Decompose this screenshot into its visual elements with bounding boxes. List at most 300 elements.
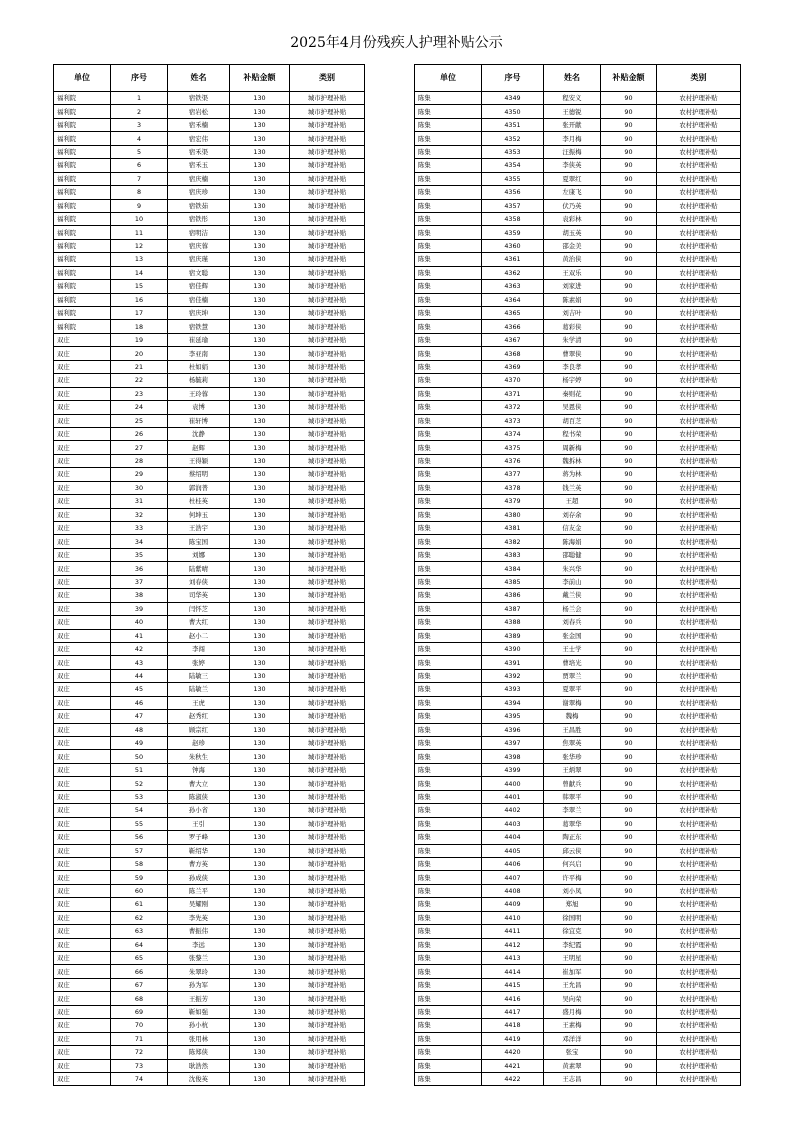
cell-subsidy-amount: 90 xyxy=(601,750,657,763)
table-row xyxy=(54,696,365,709)
header-subsidy-amount: 补贴金额 xyxy=(230,65,290,92)
cell-category: 农村护理补贴 xyxy=(657,360,741,373)
cell-subsidy-amount: 90 xyxy=(601,575,657,588)
cell-unit: 福利院 xyxy=(54,92,111,105)
cell-subsidy-amount: 90 xyxy=(601,804,657,817)
cell-unit: 双庄 xyxy=(54,441,111,454)
cell-category: 农村护理补贴 xyxy=(657,320,741,333)
cell-subsidy-amount: 90 xyxy=(601,656,657,669)
cell-unit: 双庄 xyxy=(54,629,111,642)
table-row xyxy=(54,656,365,669)
cell-name: 曹大红 xyxy=(168,616,230,629)
cell-name: 汪振梅 xyxy=(544,145,601,158)
cell-category: 城市护理补贴 xyxy=(290,239,365,252)
cell-name: 李良孝 xyxy=(544,360,601,373)
cell-subsidy-amount: 130 xyxy=(230,790,290,803)
cell-category: 农村护理补贴 xyxy=(657,1005,741,1018)
cell-serial-number: 74 xyxy=(111,1072,168,1085)
cell-name: 宿庆楠 xyxy=(168,172,230,185)
table-row xyxy=(415,925,741,938)
cell-category: 城市护理补贴 xyxy=(290,898,365,911)
cell-unit: 福利院 xyxy=(54,266,111,279)
table-row xyxy=(54,508,365,521)
table-row xyxy=(54,401,365,414)
cell-name: 谢翠梅 xyxy=(544,696,601,709)
cell-name: 朱秋生 xyxy=(168,750,230,763)
cell-name: 崔延瑜 xyxy=(168,333,230,346)
table-row xyxy=(415,844,741,857)
table-row xyxy=(415,387,741,400)
cell-category: 农村护理补贴 xyxy=(657,1019,741,1032)
cell-subsidy-amount: 90 xyxy=(601,844,657,857)
cell-unit: 陈集 xyxy=(415,105,482,118)
cell-unit: 双庄 xyxy=(54,427,111,440)
cell-category: 农村护理补贴 xyxy=(657,696,741,709)
cell-serial-number: 4357 xyxy=(482,199,544,212)
cell-subsidy-amount: 90 xyxy=(601,723,657,736)
cell-name: 蔡绍明 xyxy=(168,468,230,481)
cell-serial-number: 4370 xyxy=(482,374,544,387)
table-row xyxy=(415,414,741,427)
cell-serial-number: 4382 xyxy=(482,535,544,548)
cell-name: 葛翠华 xyxy=(544,817,601,830)
cell-unit: 双庄 xyxy=(54,857,111,870)
table-row xyxy=(54,911,365,924)
cell-serial-number: 21 xyxy=(111,360,168,373)
cell-category: 城市护理补贴 xyxy=(290,468,365,481)
table-row xyxy=(54,387,365,400)
cell-unit: 陈集 xyxy=(415,656,482,669)
cell-subsidy-amount: 90 xyxy=(601,548,657,561)
cell-subsidy-amount: 130 xyxy=(230,199,290,212)
table-row xyxy=(415,508,741,521)
cell-subsidy-amount: 90 xyxy=(601,535,657,548)
cell-unit: 双庄 xyxy=(54,454,111,467)
cell-category: 农村护理补贴 xyxy=(657,293,741,306)
cell-name: 吴耀刚 xyxy=(168,898,230,911)
cell-name: 曾献兵 xyxy=(544,777,601,790)
table-row xyxy=(54,481,365,494)
cell-category: 农村护理补贴 xyxy=(657,804,741,817)
cell-category: 农村护理补贴 xyxy=(657,495,741,508)
cell-name: 陈素娟 xyxy=(544,293,601,306)
cell-category: 农村护理补贴 xyxy=(657,239,741,252)
cell-subsidy-amount: 90 xyxy=(601,1005,657,1018)
table-row xyxy=(54,602,365,615)
cell-serial-number: 59 xyxy=(111,871,168,884)
cell-category: 农村护理补贴 xyxy=(657,374,741,387)
cell-unit: 双庄 xyxy=(54,978,111,991)
cell-subsidy-amount: 90 xyxy=(601,925,657,938)
cell-name: 王超 xyxy=(544,495,601,508)
cell-name: 张黎兰 xyxy=(168,952,230,965)
cell-unit: 陈集 xyxy=(415,750,482,763)
cell-unit: 陈集 xyxy=(415,522,482,535)
cell-serial-number: 6 xyxy=(111,159,168,172)
cell-serial-number: 4372 xyxy=(482,401,544,414)
table-row xyxy=(415,495,741,508)
cell-name: 宿禾楠 xyxy=(168,118,230,131)
cell-name: 李先英 xyxy=(168,911,230,924)
table-row xyxy=(415,696,741,709)
table-row xyxy=(415,360,741,373)
cell-subsidy-amount: 90 xyxy=(601,320,657,333)
cell-name: 王引 xyxy=(168,817,230,830)
cell-subsidy-amount: 90 xyxy=(601,118,657,131)
cell-category: 农村护理补贴 xyxy=(657,871,741,884)
cell-name: 顾宗红 xyxy=(168,723,230,736)
cell-subsidy-amount: 130 xyxy=(230,159,290,172)
cell-unit: 陈集 xyxy=(415,145,482,158)
cell-unit: 陈集 xyxy=(415,320,482,333)
table-row xyxy=(54,522,365,535)
cell-name: 程书荣 xyxy=(544,427,601,440)
cell-subsidy-amount: 90 xyxy=(601,333,657,346)
cell-subsidy-amount: 90 xyxy=(601,266,657,279)
cell-unit: 陈集 xyxy=(415,441,482,454)
table-row xyxy=(54,763,365,776)
cell-name: 孙为军 xyxy=(168,978,230,991)
cell-category: 城市护理补贴 xyxy=(290,92,365,105)
cell-unit: 陈集 xyxy=(415,159,482,172)
cell-category: 城市护理补贴 xyxy=(290,629,365,642)
cell-serial-number: 27 xyxy=(111,441,168,454)
cell-name: 陈郑侠 xyxy=(168,1046,230,1059)
cell-category: 城市护理补贴 xyxy=(290,1019,365,1032)
cell-category: 城市护理补贴 xyxy=(290,320,365,333)
cell-subsidy-amount: 130 xyxy=(230,508,290,521)
cell-name: 陈海娟 xyxy=(544,535,601,548)
cell-unit: 福利院 xyxy=(54,307,111,320)
cell-name: 何坤玉 xyxy=(168,508,230,521)
cell-unit: 双庄 xyxy=(54,884,111,897)
cell-serial-number: 4378 xyxy=(482,481,544,494)
table-row xyxy=(415,320,741,333)
table-row xyxy=(415,468,741,481)
cell-serial-number: 4375 xyxy=(482,441,544,454)
cell-serial-number: 65 xyxy=(111,952,168,965)
cell-name: 曹培光 xyxy=(544,656,601,669)
cell-serial-number: 5 xyxy=(111,145,168,158)
cell-serial-number: 33 xyxy=(111,522,168,535)
table-row xyxy=(54,790,365,803)
cell-subsidy-amount: 130 xyxy=(230,602,290,615)
cell-unit: 双庄 xyxy=(54,481,111,494)
cell-subsidy-amount: 130 xyxy=(230,656,290,669)
table-row xyxy=(54,239,365,252)
cell-unit: 陈集 xyxy=(415,387,482,400)
cell-unit: 陈集 xyxy=(415,911,482,924)
cell-serial-number: 11 xyxy=(111,226,168,239)
cell-name: 刘春侠 xyxy=(168,575,230,588)
cell-subsidy-amount: 130 xyxy=(230,750,290,763)
cell-subsidy-amount: 130 xyxy=(230,804,290,817)
table-header-row xyxy=(415,65,741,92)
cell-name: 陆敏三 xyxy=(168,669,230,682)
header-serial-number: 序号 xyxy=(111,65,168,92)
cell-serial-number: 40 xyxy=(111,616,168,629)
cell-category: 农村护理补贴 xyxy=(657,212,741,225)
cell-category: 农村护理补贴 xyxy=(657,522,741,535)
cell-category: 城市护理补贴 xyxy=(290,226,365,239)
cell-serial-number: 37 xyxy=(111,575,168,588)
cell-unit: 双庄 xyxy=(54,387,111,400)
cell-name: 王德锐 xyxy=(544,105,601,118)
table-row xyxy=(54,360,365,373)
cell-category: 农村护理补贴 xyxy=(657,132,741,145)
cell-name: 刘春兵 xyxy=(544,616,601,629)
cell-name: 胡百芝 xyxy=(544,414,601,427)
cell-serial-number: 7 xyxy=(111,172,168,185)
table-row xyxy=(415,441,741,454)
cell-serial-number: 61 xyxy=(111,898,168,911)
cell-serial-number: 4367 xyxy=(482,333,544,346)
cell-unit: 陈集 xyxy=(415,723,482,736)
cell-subsidy-amount: 130 xyxy=(230,817,290,830)
cell-category: 农村护理补贴 xyxy=(657,159,741,172)
cell-subsidy-amount: 130 xyxy=(230,683,290,696)
table-row xyxy=(415,548,741,561)
cell-serial-number: 4374 xyxy=(482,427,544,440)
cell-name: 伏乃英 xyxy=(544,199,601,212)
cell-category: 农村护理补贴 xyxy=(657,535,741,548)
right-subsidy-table xyxy=(414,64,741,1086)
table-row xyxy=(415,884,741,897)
cell-unit: 福利院 xyxy=(54,118,111,131)
table-row xyxy=(54,92,365,105)
cell-subsidy-amount: 130 xyxy=(230,132,290,145)
table-row xyxy=(54,642,365,655)
table-row xyxy=(54,468,365,481)
cell-unit: 福利院 xyxy=(54,239,111,252)
cell-serial-number: 56 xyxy=(111,831,168,844)
cell-serial-number: 4403 xyxy=(482,817,544,830)
cell-subsidy-amount: 130 xyxy=(230,280,290,293)
cell-subsidy-amount: 130 xyxy=(230,172,290,185)
cell-unit: 陈集 xyxy=(415,548,482,561)
cell-name: 夏翠平 xyxy=(544,683,601,696)
cell-unit: 福利院 xyxy=(54,212,111,225)
cell-subsidy-amount: 90 xyxy=(601,616,657,629)
table-row xyxy=(54,965,365,978)
cell-unit: 陈集 xyxy=(415,602,482,615)
cell-subsidy-amount: 130 xyxy=(230,522,290,535)
table-row xyxy=(415,589,741,602)
cell-name: 朱兴华 xyxy=(544,562,601,575)
cell-subsidy-amount: 130 xyxy=(230,669,290,682)
cell-unit: 陈集 xyxy=(415,871,482,884)
table-row xyxy=(54,817,365,830)
table-row xyxy=(54,159,365,172)
cell-name: 陈宝国 xyxy=(168,535,230,548)
table-row xyxy=(415,333,741,346)
table-row xyxy=(415,952,741,965)
cell-name: 程安义 xyxy=(544,92,601,105)
table-row xyxy=(415,347,741,360)
cell-subsidy-amount: 90 xyxy=(601,522,657,535)
table-row xyxy=(415,212,741,225)
cell-name: 王振芳 xyxy=(168,992,230,1005)
cell-name: 曹方英 xyxy=(168,857,230,870)
cell-name: 杨宇婷 xyxy=(544,374,601,387)
cell-unit: 陈集 xyxy=(415,804,482,817)
cell-serial-number: 35 xyxy=(111,548,168,561)
table-row xyxy=(54,1046,365,1059)
table-row xyxy=(54,777,365,790)
cell-unit: 陈集 xyxy=(415,212,482,225)
table-row xyxy=(415,1059,741,1072)
cell-subsidy-amount: 90 xyxy=(601,441,657,454)
cell-category: 城市护理补贴 xyxy=(290,132,365,145)
table-row xyxy=(54,750,365,763)
table-row xyxy=(415,401,741,414)
cell-category: 城市护理补贴 xyxy=(290,857,365,870)
cell-category: 农村护理补贴 xyxy=(657,481,741,494)
cell-unit: 陈集 xyxy=(415,495,482,508)
cell-unit: 双庄 xyxy=(54,925,111,938)
table-row xyxy=(415,831,741,844)
left-subsidy-table xyxy=(53,64,365,1086)
cell-subsidy-amount: 130 xyxy=(230,468,290,481)
cell-unit: 陈集 xyxy=(415,616,482,629)
cell-unit: 陈集 xyxy=(415,307,482,320)
cell-name: 王允昌 xyxy=(544,978,601,991)
cell-unit: 陈集 xyxy=(415,535,482,548)
cell-name: 曹翠侠 xyxy=(544,347,601,360)
cell-unit: 双庄 xyxy=(54,831,111,844)
cell-name: 陆敏兰 xyxy=(168,683,230,696)
cell-subsidy-amount: 90 xyxy=(601,562,657,575)
cell-serial-number: 50 xyxy=(111,750,168,763)
cell-name: 司华英 xyxy=(168,589,230,602)
cell-unit: 双庄 xyxy=(54,642,111,655)
header-unit: 单位 xyxy=(415,65,482,92)
cell-name: 邵金美 xyxy=(544,239,601,252)
cell-subsidy-amount: 90 xyxy=(601,374,657,387)
cell-name: 宿铁茹 xyxy=(168,199,230,212)
cell-subsidy-amount: 90 xyxy=(601,992,657,1005)
table-row xyxy=(54,253,365,266)
cell-unit: 陈集 xyxy=(415,992,482,1005)
table-row xyxy=(415,1032,741,1045)
cell-subsidy-amount: 130 xyxy=(230,266,290,279)
table-row xyxy=(415,105,741,118)
cell-serial-number: 4386 xyxy=(482,589,544,602)
table-row xyxy=(54,978,365,991)
cell-subsidy-amount: 130 xyxy=(230,777,290,790)
cell-subsidy-amount: 130 xyxy=(230,629,290,642)
cell-subsidy-amount: 130 xyxy=(230,616,290,629)
cell-category: 农村护理补贴 xyxy=(657,965,741,978)
cell-name: 张宝 xyxy=(544,1046,601,1059)
cell-category: 农村护理补贴 xyxy=(657,737,741,750)
cell-unit: 双庄 xyxy=(54,1072,111,1085)
table-row xyxy=(415,669,741,682)
cell-serial-number: 4387 xyxy=(482,602,544,615)
cell-subsidy-amount: 130 xyxy=(230,307,290,320)
cell-unit: 福利院 xyxy=(54,253,111,266)
cell-subsidy-amount: 130 xyxy=(230,978,290,991)
cell-category: 城市护理补贴 xyxy=(290,1032,365,1045)
cell-subsidy-amount: 130 xyxy=(230,374,290,387)
table-row xyxy=(415,1005,741,1018)
cell-subsidy-amount: 90 xyxy=(601,387,657,400)
cell-category: 农村护理补贴 xyxy=(657,710,741,723)
table-row xyxy=(415,562,741,575)
cell-subsidy-amount: 130 xyxy=(230,871,290,884)
cell-serial-number: 19 xyxy=(111,333,168,346)
table-row xyxy=(54,737,365,750)
cell-subsidy-amount: 130 xyxy=(230,1059,290,1072)
cell-name: 蒋为林 xyxy=(544,468,601,481)
cell-serial-number: 4373 xyxy=(482,414,544,427)
cell-name: 王志昌 xyxy=(544,1072,601,1085)
cell-category: 农村护理补贴 xyxy=(657,414,741,427)
table-row xyxy=(54,145,365,158)
cell-name: 陆紫晴 xyxy=(168,562,230,575)
cell-name: 宿文聪 xyxy=(168,266,230,279)
cell-unit: 双庄 xyxy=(54,535,111,548)
cell-name: 张用林 xyxy=(168,1032,230,1045)
cell-serial-number: 4385 xyxy=(482,575,544,588)
table-row xyxy=(54,280,365,293)
table-row xyxy=(54,212,365,225)
cell-name: 信友金 xyxy=(544,522,601,535)
cell-category: 农村护理补贴 xyxy=(657,898,741,911)
cell-unit: 陈集 xyxy=(415,898,482,911)
cell-category: 农村护理补贴 xyxy=(657,118,741,131)
cell-unit: 陈集 xyxy=(415,669,482,682)
table-row xyxy=(415,427,741,440)
cell-subsidy-amount: 130 xyxy=(230,737,290,750)
cell-unit: 双庄 xyxy=(54,656,111,669)
cell-serial-number: 4421 xyxy=(482,1059,544,1072)
cell-name: 陈淑侠 xyxy=(168,790,230,803)
cell-category: 农村护理补贴 xyxy=(657,1046,741,1059)
cell-category: 农村护理补贴 xyxy=(657,333,741,346)
cell-serial-number: 52 xyxy=(111,777,168,790)
cell-serial-number: 4351 xyxy=(482,118,544,131)
cell-serial-number: 2 xyxy=(111,105,168,118)
cell-serial-number: 4356 xyxy=(482,186,544,199)
table-row xyxy=(54,723,365,736)
cell-category: 农村护理补贴 xyxy=(657,387,741,400)
cell-name: 钱兰英 xyxy=(544,481,601,494)
cell-category: 城市护理补贴 xyxy=(290,562,365,575)
cell-unit: 陈集 xyxy=(415,965,482,978)
cell-subsidy-amount: 130 xyxy=(230,239,290,252)
cell-name: 王昌胜 xyxy=(544,723,601,736)
cell-unit: 陈集 xyxy=(415,1046,482,1059)
cell-unit: 陈集 xyxy=(415,696,482,709)
cell-serial-number: 4404 xyxy=(482,831,544,844)
cell-subsidy-amount: 90 xyxy=(601,911,657,924)
cell-category: 农村护理补贴 xyxy=(657,750,741,763)
cell-unit: 陈集 xyxy=(415,817,482,830)
table-row xyxy=(415,239,741,252)
table-row xyxy=(415,750,741,763)
cell-serial-number: 4361 xyxy=(482,253,544,266)
cell-unit: 陈集 xyxy=(415,978,482,991)
cell-subsidy-amount: 90 xyxy=(601,763,657,776)
cell-unit: 双庄 xyxy=(54,1019,111,1032)
cell-serial-number: 47 xyxy=(111,710,168,723)
cell-unit: 双庄 xyxy=(54,871,111,884)
cell-name: 魏拆林 xyxy=(544,454,601,467)
table-row xyxy=(415,965,741,978)
cell-serial-number: 12 xyxy=(111,239,168,252)
cell-unit: 双庄 xyxy=(54,669,111,682)
